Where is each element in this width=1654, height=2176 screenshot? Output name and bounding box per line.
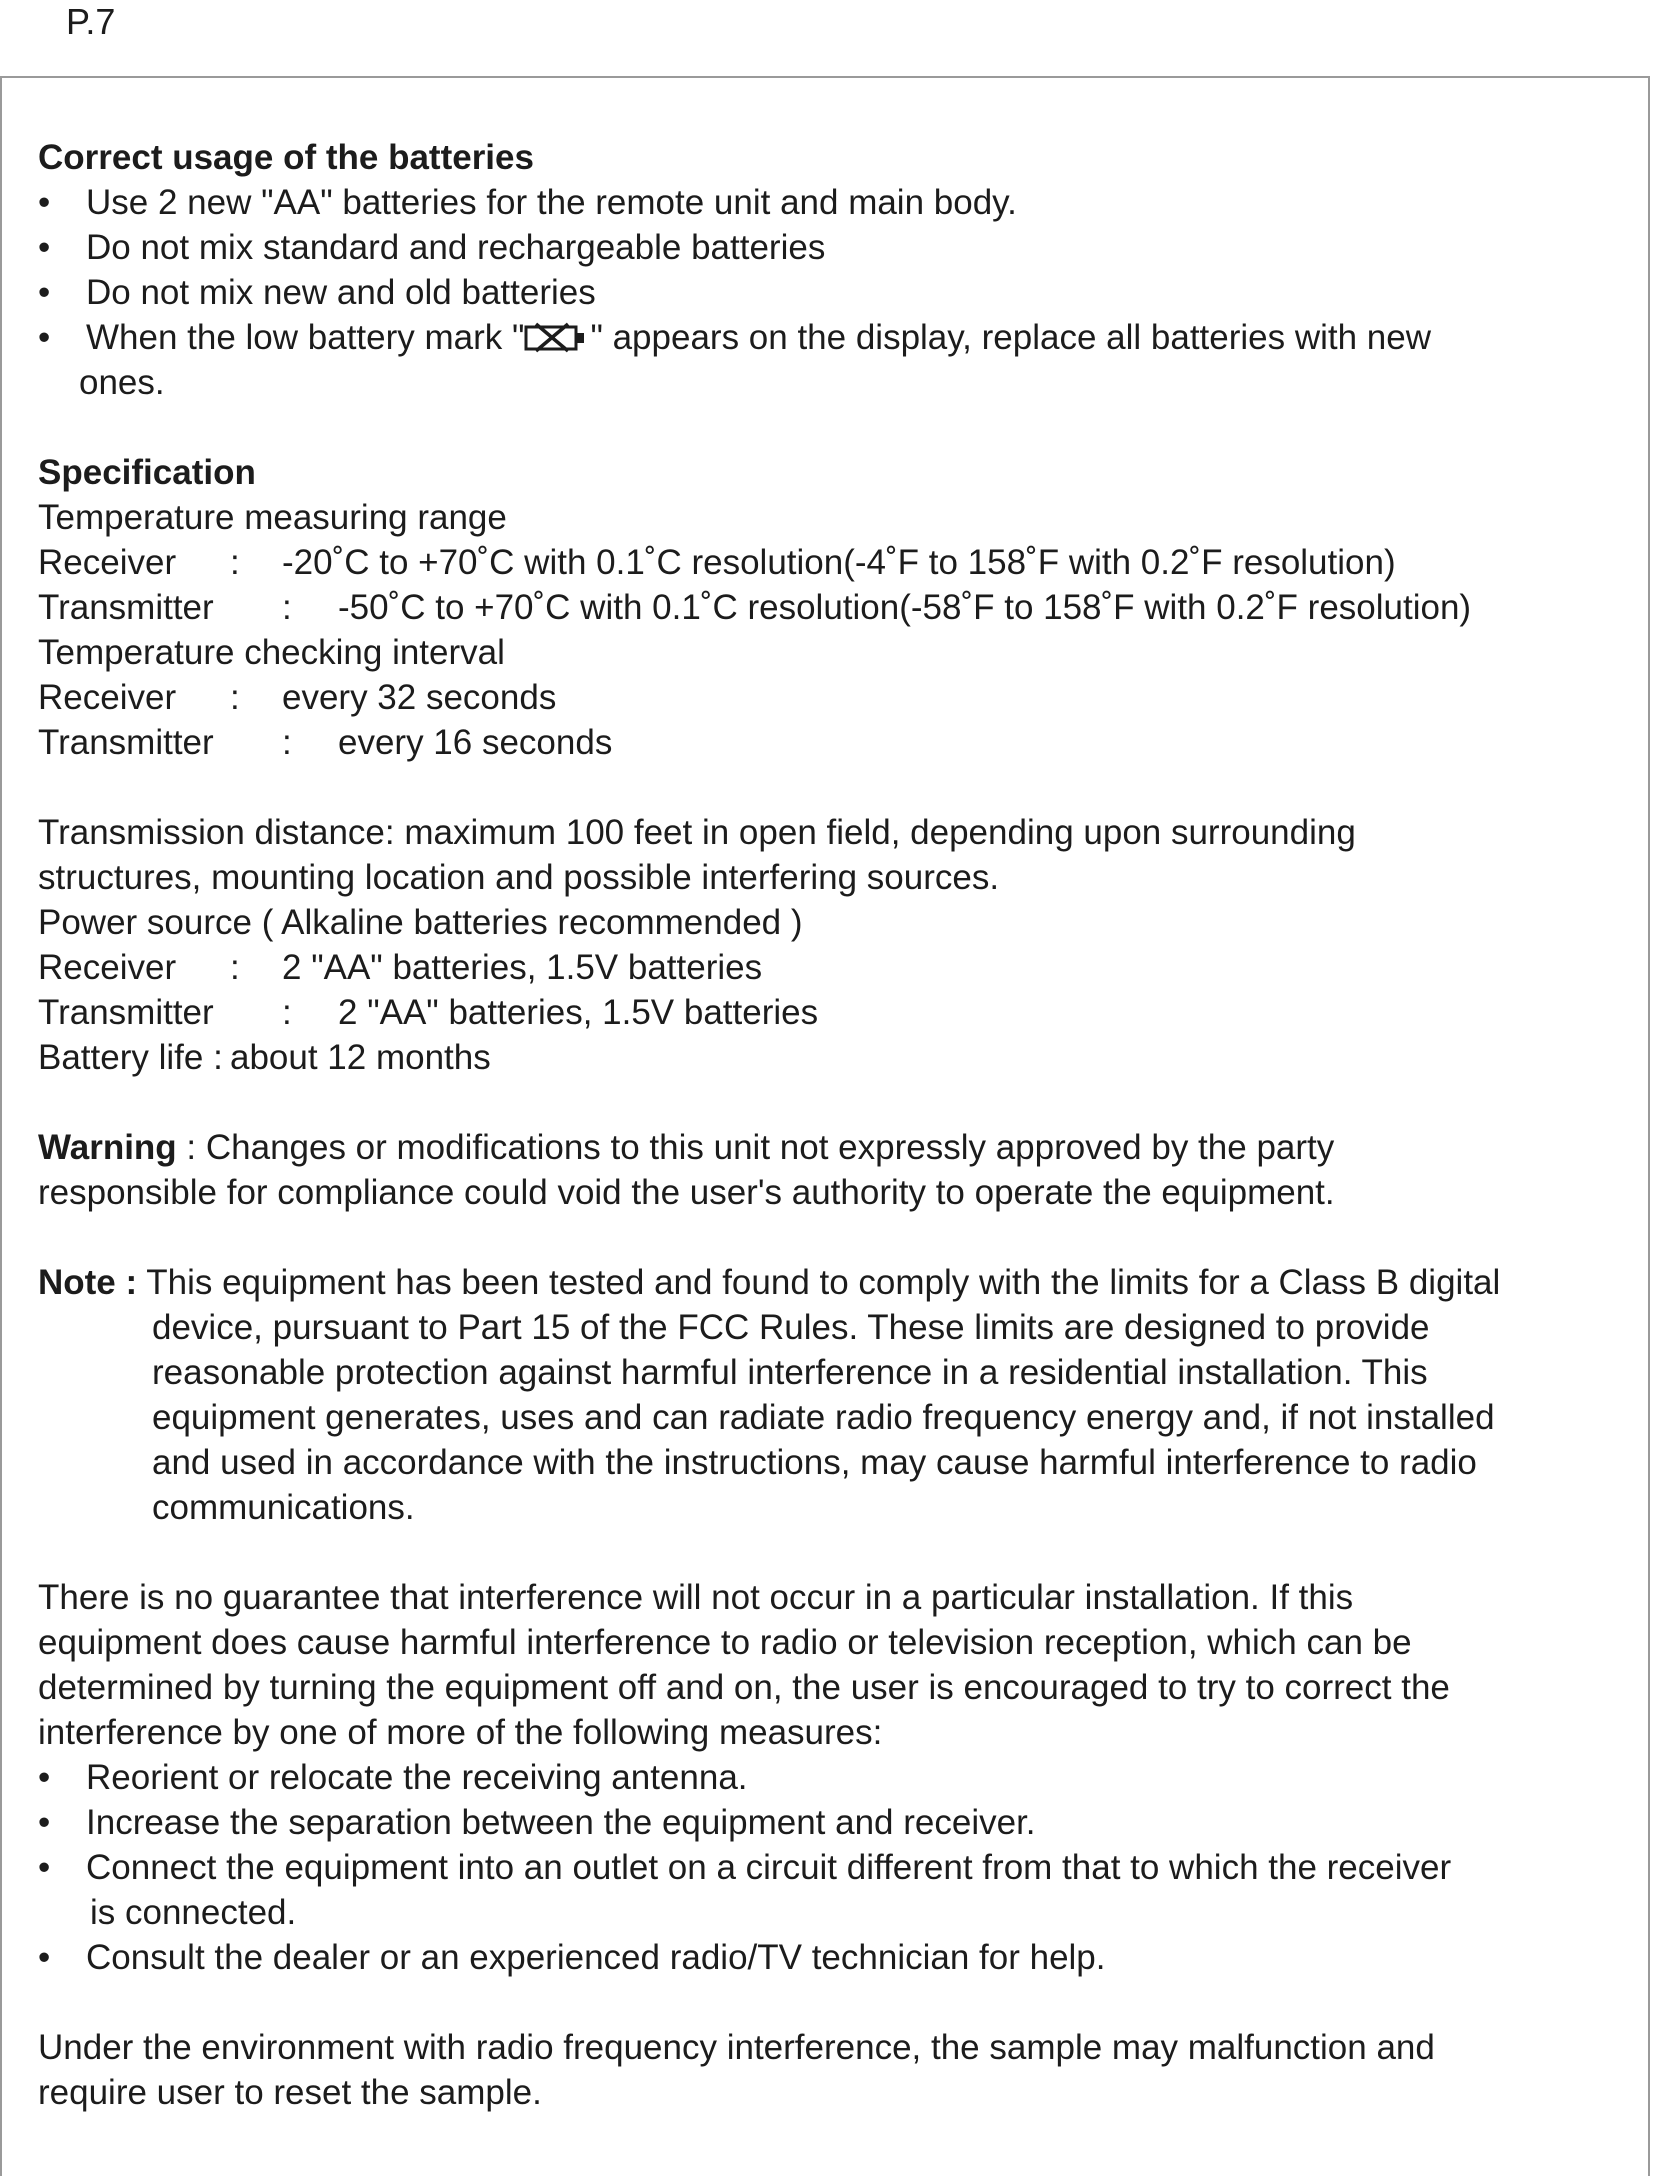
checking-interval-label: Temperature checking interval — [38, 633, 505, 672]
guarantee-text-line: There is no guarantee that interference will not occur in a particular installation. If this — [38, 1578, 1354, 1617]
receiver-interval-value: every 32 seconds — [282, 678, 557, 717]
note-paragraph — [38, 1260, 1628, 1305]
receiver-interval-row — [38, 675, 1628, 720]
battery-usage-text: Use 2 new "AA" batteries for the remote unit and main body. — [86, 183, 1017, 222]
bullet-dot: • — [38, 1803, 51, 1842]
note-text-line: and used in accordance with the instructions, may cause harmful interference to radio — [152, 1443, 1477, 1482]
receiver-label: Receiver — [38, 678, 177, 717]
measure-continuation: is connected. — [90, 1893, 297, 1932]
measure-item — [38, 1755, 1628, 1800]
warning-text-line: responsible for compliance could void the user's authority to operate the equipment. — [38, 1173, 1335, 1212]
guarantee-text-line: determined by turning the equipment off and on, the user is encouraged to try to correct the — [38, 1668, 1450, 1707]
low-battery-text-before: When the low battery mark " — [86, 318, 525, 357]
receiver-power-value: 2 "AA" batteries, 1.5V batteries — [282, 948, 763, 987]
environment-text-line: require user to reset the sample. — [38, 2073, 542, 2112]
warning-paragraph — [38, 1125, 1628, 1170]
receiver-label: Receiver — [38, 948, 177, 987]
receiver-range-value: -20˚C to +70˚C with 0.1˚C resolution(-4˚F to 158˚F with 0.2˚F resolution) — [282, 543, 1396, 582]
transmitter-label: Transmitter — [38, 588, 214, 627]
battery-usage-item — [38, 270, 1628, 315]
measure-text: Reorient or relocate the receiving antenna. — [86, 1758, 748, 1797]
bullet-dot: • — [38, 318, 51, 357]
measure-text: Increase the separation between the equipment and receiver. — [86, 1803, 1036, 1842]
guarantee-text-line: interference by one of more of the following measures: — [38, 1713, 883, 1752]
transmitter-range-value: -50˚C to +70˚C with 0.1˚C resolution(-58˚F to 158˚F with 0.2˚F resolution) — [338, 588, 1472, 627]
battery-usage-item — [38, 225, 1628, 270]
colon: : — [282, 723, 292, 762]
bullet-dot: • — [38, 183, 51, 222]
transmitter-label: Transmitter — [38, 723, 214, 762]
warning-label: Warning — [38, 1128, 177, 1167]
battery-usage-item — [38, 315, 1628, 360]
transmitter-power-row — [38, 990, 1628, 1035]
colon: : — [230, 543, 240, 582]
battery-usage-text: Do not mix standard and rechargeable batteries — [86, 228, 826, 267]
receiver-label: Receiver — [38, 543, 177, 582]
measure-text: Consult the dealer or an experienced radio/TV technician for help. — [86, 1938, 1106, 1977]
low-battery-text-after: " appears on the display, replace all batteries with new — [590, 318, 1432, 357]
battery-usage-item — [38, 180, 1628, 225]
measure-item — [38, 1845, 1628, 1890]
transmitter-label: Transmitter — [38, 993, 214, 1032]
transmission-distance-line: Transmission distance: maximum 100 feet in open field, depending upon surrounding — [38, 813, 1356, 852]
battery-life-row — [38, 1035, 1628, 1080]
colon: : — [282, 993, 292, 1032]
note-text: This equipment has been tested and found to comply with the limits for a Class B digital — [137, 1263, 1501, 1302]
page-content — [38, 135, 1628, 2115]
colon: : — [282, 588, 292, 627]
temperature-range-label: Temperature measuring range — [38, 498, 507, 537]
batteries-heading: Correct usage of the batteries — [38, 138, 534, 177]
power-source-label: Power source ( Alkaline batteries recommended ) — [38, 903, 803, 942]
measure-item — [38, 1800, 1628, 1845]
low-battery-icon — [524, 321, 590, 353]
measure-item — [38, 1935, 1628, 1980]
transmission-distance-line: structures, mounting location and possible interfering sources. — [38, 858, 1000, 897]
note-text-line: device, pursuant to Part 15 of the FCC Rules. These limits are designed to provide — [152, 1308, 1430, 1347]
page-number: P.7 — [66, 1, 116, 42]
battery-life-label: Battery life : — [38, 1038, 223, 1077]
warning-text: : Changes or modifications to this unit not expressly approved by the party — [176, 1128, 1335, 1167]
receiver-power-row — [38, 945, 1628, 990]
battery-life-value: about 12 months — [230, 1038, 491, 1077]
note-text-line: equipment generates, uses and can radiate radio frequency energy and, if not installed — [152, 1398, 1495, 1437]
environment-text-line: Under the environment with radio frequency interference, the sample may malfunction and — [38, 2028, 1435, 2067]
receiver-range-row — [38, 540, 1628, 585]
transmitter-interval-value: every 16 seconds — [338, 723, 613, 762]
colon: : — [230, 948, 240, 987]
transmitter-range-row — [38, 585, 1628, 630]
battery-usage-text: Do not mix new and old batteries — [86, 273, 596, 312]
battery-usage-continuation: ones. — [79, 363, 165, 402]
bullet-dot: • — [38, 228, 51, 267]
transmitter-interval-row — [38, 720, 1628, 765]
note-text-line: communications. — [152, 1488, 415, 1527]
measure-text: Connect the equipment into an outlet on a circuit different from that to which the receiver — [86, 1848, 1452, 1887]
specification-heading: Specification — [38, 453, 256, 492]
note-text-line: reasonable protection against harmful interference in a residential installation. This — [152, 1353, 1428, 1392]
bullet-dot: • — [38, 1848, 51, 1887]
note-label: Note : — [38, 1263, 138, 1302]
bullet-dot: • — [38, 1938, 51, 1977]
bullet-dot: • — [38, 273, 51, 312]
transmitter-power-value: 2 "AA" batteries, 1.5V batteries — [338, 993, 819, 1032]
guarantee-text-line: equipment does cause harmful interference to radio or television reception, which can be — [38, 1623, 1412, 1662]
colon: : — [230, 678, 240, 717]
bullet-dot: • — [38, 1758, 51, 1797]
